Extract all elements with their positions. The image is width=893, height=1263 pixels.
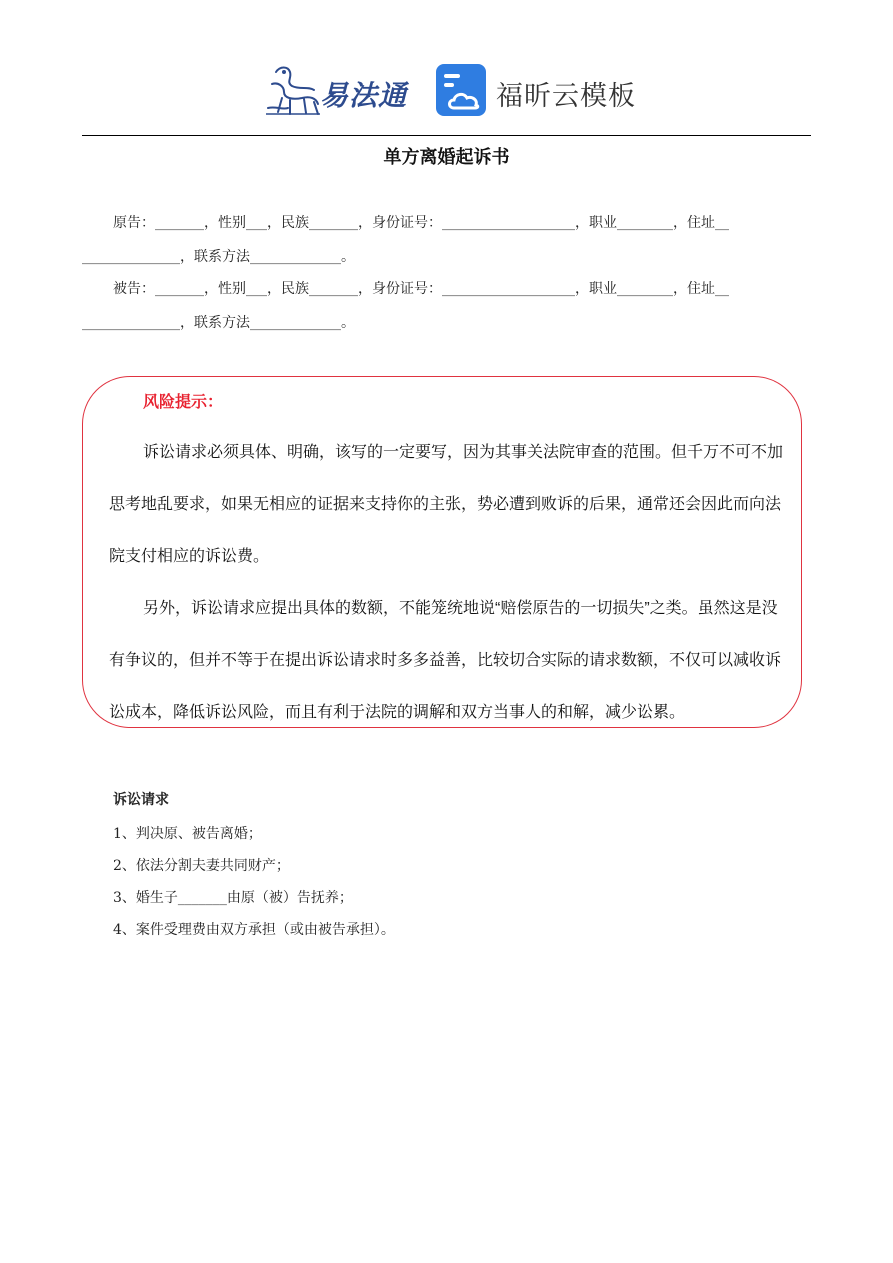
defendant-info: [82, 272, 811, 340]
header-logos: [0, 58, 893, 122]
header-divider: [82, 135, 811, 136]
document-title: 单方离婚起诉书: [383, 147, 510, 168]
risk-notice-body: [109, 427, 789, 739]
plaintiff-info: [82, 206, 811, 274]
plaintiff-line-1: 原告：_______，性别___，民族_______，身份证号：___________________，职业________，住址__: [113, 215, 729, 231]
claims-title: 诉讼请求: [113, 792, 169, 808]
yifatong-logo: [262, 60, 412, 120]
claim-item: 2、依法分割夫妻共同财产；: [113, 858, 290, 874]
foxit-template-logo: [436, 64, 636, 116]
claim-item: 4、案件受理费由双方承担（或由被告承担）。: [113, 922, 395, 938]
claim-item: 3、婚生子_______由原（被）告抚养；: [113, 890, 353, 906]
risk-paragraph-1: 诉讼请求必须具体、明确，该写的一定要写，因为其事关法院审查的范围。但千万不可不加思考地乱要求，如果无相应的证据来支持你的主张，势必遭到败诉的后果，通常还会因此而向法院支付相应的诉讼费。: [109, 444, 784, 565]
foxit-template-logo-text: 福昕云模板: [496, 81, 636, 111]
claim-item: 1、判决原、被告离婚；: [113, 826, 262, 842]
defendant-line-2: ______________，联系方法_____________。: [82, 315, 355, 331]
cloud-document-icon: [436, 64, 486, 116]
risk-notice-title: 风险提示：: [143, 394, 224, 411]
plaintiff-line-2: ______________，联系方法_____________。: [82, 249, 355, 265]
qilin-logo-icon: [262, 62, 324, 118]
yifatong-logo-text: 易法通: [320, 79, 408, 112]
defendant-line-1: 被告：_______，性别___，民族_______，身份证号：___________________，职业________，住址__: [113, 281, 729, 297]
litigation-claims: [113, 788, 813, 946]
risk-paragraph-2: 另外，诉讼请求应提出具体的数额，不能笼统地说“赔偿原告的一切损失”之类。虽然这是没有争议的，但并不等于在提出诉讼请求时多多益善，比较切合实际的请求数额，不仅可以减收诉讼成本，降低诉讼风险，而且有利于法院的调解和双方当事人的和解，减少讼累。: [109, 600, 782, 721]
risk-notice-box: [82, 376, 802, 728]
